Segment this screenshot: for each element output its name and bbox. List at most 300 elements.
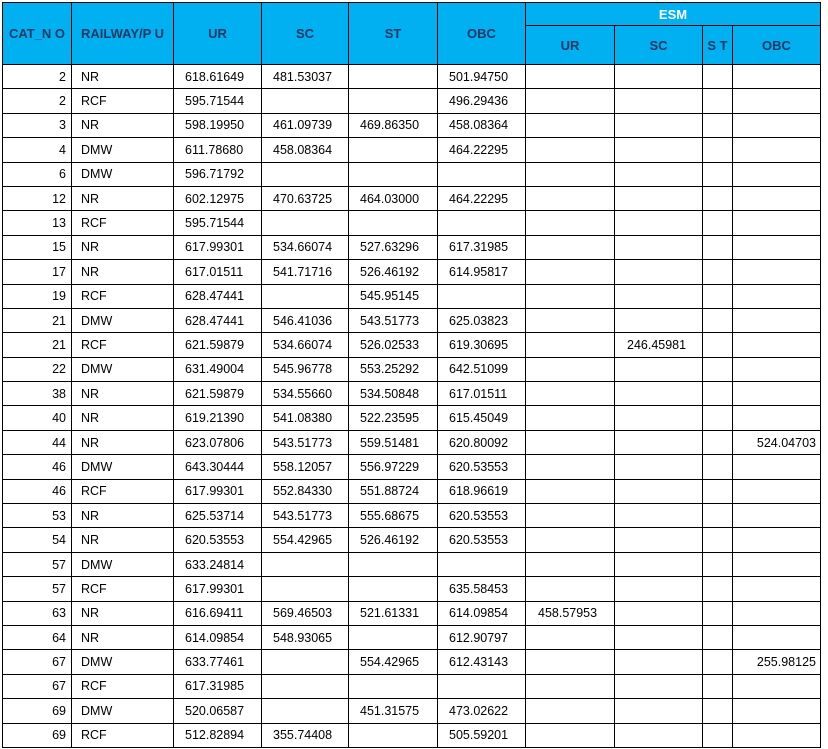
cell-esm-sc <box>615 528 703 552</box>
cell-esm-sc <box>615 235 703 259</box>
table-row <box>3 674 821 698</box>
cell-esm-obc <box>733 65 821 89</box>
cell-railway: DMW <box>72 162 174 186</box>
cell-esm-st <box>703 308 733 332</box>
cell-esm-st <box>703 211 733 235</box>
cell-obc: 617.31985 <box>438 235 526 259</box>
cell-ur: 628.47441 <box>174 308 262 332</box>
cell-obc: 617.01511 <box>438 382 526 406</box>
cell-esm-obc <box>733 357 821 381</box>
header-ur: UR <box>174 3 262 65</box>
cell-esm-st <box>703 552 733 576</box>
cell-st: 521.61331 <box>349 601 438 625</box>
cell-sc: 470.63725 <box>262 186 349 210</box>
cell-railway: NR <box>72 382 174 406</box>
cell-st: 556.97229 <box>349 455 438 479</box>
cell-ur: 631.49004 <box>174 357 262 381</box>
cell-sc: 461.09739 <box>262 113 349 137</box>
cell-ur: 614.09854 <box>174 625 262 649</box>
cell-st <box>349 552 438 576</box>
cell-cat-no: 19 <box>3 284 72 308</box>
cell-esm-ur <box>526 625 615 649</box>
cell-obc: 620.80092 <box>438 430 526 454</box>
cell-sc <box>262 211 349 235</box>
cell-ur: 617.99301 <box>174 577 262 601</box>
cell-sc: 545.96778 <box>262 357 349 381</box>
cell-obc: 620.53553 <box>438 504 526 528</box>
table-row <box>3 113 821 137</box>
cell-esm-sc <box>615 674 703 698</box>
cell-st: 451.31575 <box>349 699 438 723</box>
cell-obc: 505.59201 <box>438 723 526 747</box>
cell-cat-no: 15 <box>3 235 72 259</box>
table-row <box>3 162 821 186</box>
cell-esm-sc <box>615 308 703 332</box>
cutoff-marks-table <box>2 2 821 748</box>
table-row <box>3 138 821 162</box>
cell-railway: RCF <box>72 674 174 698</box>
cell-sc: 541.08380 <box>262 406 349 430</box>
cell-sc: 541.71716 <box>262 260 349 284</box>
cell-ur: 520.06587 <box>174 699 262 723</box>
cell-ur: 596.71792 <box>174 162 262 186</box>
cell-esm-ur <box>526 162 615 186</box>
table-row <box>3 699 821 723</box>
header-esm-st: S T <box>703 26 733 65</box>
cell-esm-ur <box>526 284 615 308</box>
cell-esm-ur <box>526 528 615 552</box>
cell-sc <box>262 650 349 674</box>
cell-esm-sc <box>615 186 703 210</box>
cell-obc: 473.02622 <box>438 699 526 723</box>
cell-esm-ur <box>526 455 615 479</box>
cell-cat-no: 63 <box>3 601 72 625</box>
table-row <box>3 504 821 528</box>
cell-esm-st <box>703 357 733 381</box>
cell-cat-no: 3 <box>3 113 72 137</box>
cell-railway: DMW <box>72 357 174 381</box>
cell-railway: DMW <box>72 552 174 576</box>
cell-esm-obc <box>733 382 821 406</box>
cell-esm-ur <box>526 357 615 381</box>
cell-st: 554.42965 <box>349 650 438 674</box>
cell-ur: 621.59879 <box>174 382 262 406</box>
cell-obc: 618.96619 <box>438 479 526 503</box>
cell-esm-obc <box>733 113 821 137</box>
cell-esm-sc <box>615 382 703 406</box>
cell-obc: 614.95817 <box>438 260 526 284</box>
cell-esm-obc: 255.98125 <box>733 650 821 674</box>
table-row <box>3 650 821 674</box>
cell-esm-obc <box>733 601 821 625</box>
cell-esm-st <box>703 284 733 308</box>
cell-esm-obc <box>733 552 821 576</box>
cell-esm-sc <box>615 430 703 454</box>
cell-ur: 621.59879 <box>174 333 262 357</box>
cell-railway: NR <box>72 113 174 137</box>
cell-esm-ur <box>526 406 615 430</box>
cell-ur: 598.19950 <box>174 113 262 137</box>
cell-esm-st <box>703 138 733 162</box>
cell-esm-ur <box>526 186 615 210</box>
cell-esm-sc <box>615 504 703 528</box>
cell-sc: 552.84330 <box>262 479 349 503</box>
cell-esm-ur <box>526 723 615 747</box>
cell-esm-sc <box>615 601 703 625</box>
cell-esm-sc <box>615 211 703 235</box>
cell-railway: RCF <box>72 577 174 601</box>
cell-obc: 615.45049 <box>438 406 526 430</box>
cell-esm-ur <box>526 650 615 674</box>
cell-esm-st <box>703 528 733 552</box>
cell-railway: DMW <box>72 138 174 162</box>
cell-st <box>349 138 438 162</box>
table-row <box>3 284 821 308</box>
cell-obc <box>438 211 526 235</box>
cell-railway: DMW <box>72 699 174 723</box>
cell-obc <box>438 162 526 186</box>
table-body <box>3 65 821 748</box>
cell-esm-st <box>703 235 733 259</box>
cell-esm-obc <box>733 479 821 503</box>
cell-esm-obc <box>733 674 821 698</box>
table-row <box>3 528 821 552</box>
cell-esm-ur <box>526 674 615 698</box>
cell-esm-obc <box>733 723 821 747</box>
cell-st: 543.51773 <box>349 308 438 332</box>
cell-esm-sc <box>615 552 703 576</box>
cell-sc: 534.55660 <box>262 382 349 406</box>
cell-railway: NR <box>72 235 174 259</box>
cell-cat-no: 13 <box>3 211 72 235</box>
cell-railway: DMW <box>72 308 174 332</box>
cell-esm-obc <box>733 138 821 162</box>
header-obc: OBC <box>438 3 526 65</box>
cell-ur: 595.71544 <box>174 211 262 235</box>
table-row <box>3 601 821 625</box>
cell-ur: 625.53714 <box>174 504 262 528</box>
cell-esm-st <box>703 455 733 479</box>
cell-esm-st <box>703 65 733 89</box>
cell-esm-sc <box>615 577 703 601</box>
cell-ur: 617.99301 <box>174 235 262 259</box>
header-esm-sc: SC <box>615 26 703 65</box>
cell-esm-st <box>703 430 733 454</box>
cell-st: 526.46192 <box>349 260 438 284</box>
cell-esm-st <box>703 650 733 674</box>
cell-esm-st <box>703 504 733 528</box>
cell-ur: 643.30444 <box>174 455 262 479</box>
cell-esm-st <box>703 699 733 723</box>
cell-cat-no: 67 <box>3 674 72 698</box>
cell-st <box>349 625 438 649</box>
header-esm-ur: UR <box>526 26 615 65</box>
cell-obc: 612.43143 <box>438 650 526 674</box>
cell-sc <box>262 89 349 113</box>
cell-esm-st <box>703 382 733 406</box>
cell-esm-st <box>703 601 733 625</box>
cell-esm-sc <box>615 406 703 430</box>
table-row <box>3 186 821 210</box>
cell-st: 464.03000 <box>349 186 438 210</box>
cell-railway: RCF <box>72 211 174 235</box>
table-row <box>3 65 821 89</box>
cell-esm-ur <box>526 113 615 137</box>
cell-esm-st <box>703 674 733 698</box>
cell-esm-st <box>703 162 733 186</box>
cell-railway: NR <box>72 430 174 454</box>
cell-esm-sc <box>615 113 703 137</box>
cell-st <box>349 674 438 698</box>
cell-sc: 554.42965 <box>262 528 349 552</box>
cell-railway: NR <box>72 65 174 89</box>
cell-railway: DMW <box>72 455 174 479</box>
cell-railway: DMW <box>72 650 174 674</box>
cell-esm-sc <box>615 138 703 162</box>
cell-esm-ur: 458.57953 <box>526 601 615 625</box>
cell-obc <box>438 552 526 576</box>
cell-ur: 633.77461 <box>174 650 262 674</box>
cell-cat-no: 21 <box>3 308 72 332</box>
cell-railway: RCF <box>72 333 174 357</box>
cell-esm-sc <box>615 89 703 113</box>
cell-esm-st <box>703 625 733 649</box>
cell-ur: 618.61649 <box>174 65 262 89</box>
table-row <box>3 382 821 406</box>
cell-st: 559.51481 <box>349 430 438 454</box>
cell-esm-ur <box>526 333 615 357</box>
cell-ur: 595.71544 <box>174 89 262 113</box>
cell-obc: 464.22295 <box>438 186 526 210</box>
cell-railway: NR <box>72 528 174 552</box>
cell-obc: 496.29436 <box>438 89 526 113</box>
cell-railway: NR <box>72 406 174 430</box>
cell-esm-st <box>703 186 733 210</box>
cell-esm-ur <box>526 577 615 601</box>
cell-railway: RCF <box>72 89 174 113</box>
header-railway-pu: RAILWAY/P U <box>72 3 174 65</box>
cell-ur: 633.24814 <box>174 552 262 576</box>
cell-sc: 534.66074 <box>262 333 349 357</box>
table-row <box>3 235 821 259</box>
cell-ur: 628.47441 <box>174 284 262 308</box>
cell-esm-sc <box>615 357 703 381</box>
cell-cat-no: 22 <box>3 357 72 381</box>
table-row <box>3 479 821 503</box>
cell-sc: 355.74408 <box>262 723 349 747</box>
cell-esm-ur <box>526 430 615 454</box>
cell-st: 551.88724 <box>349 479 438 503</box>
cell-esm-st <box>703 479 733 503</box>
cell-sc: 546.41036 <box>262 308 349 332</box>
cell-sc <box>262 577 349 601</box>
cell-st: 555.68675 <box>349 504 438 528</box>
cell-esm-obc <box>733 211 821 235</box>
cell-esm-obc <box>733 260 821 284</box>
cell-cat-no: 4 <box>3 138 72 162</box>
cell-esm-obc <box>733 186 821 210</box>
table-header <box>3 3 821 65</box>
cell-esm-sc <box>615 479 703 503</box>
cell-obc: 464.22295 <box>438 138 526 162</box>
cell-cat-no: 53 <box>3 504 72 528</box>
cell-sc <box>262 284 349 308</box>
table-row <box>3 260 821 284</box>
cell-esm-ur <box>526 89 615 113</box>
table-row <box>3 552 821 576</box>
table-row <box>3 333 821 357</box>
cell-st: 469.86350 <box>349 113 438 137</box>
cell-st <box>349 577 438 601</box>
cell-esm-ur <box>526 308 615 332</box>
table-row <box>3 455 821 479</box>
cell-sc: 569.46503 <box>262 601 349 625</box>
cell-cat-no: 6 <box>3 162 72 186</box>
cell-esm-obc <box>733 333 821 357</box>
cell-esm-sc <box>615 260 703 284</box>
cell-esm-st <box>703 577 733 601</box>
cell-railway: NR <box>72 601 174 625</box>
cell-esm-st <box>703 89 733 113</box>
cell-sc: 548.93065 <box>262 625 349 649</box>
cell-esm-ur <box>526 382 615 406</box>
cell-esm-obc <box>733 528 821 552</box>
cell-cat-no: 46 <box>3 455 72 479</box>
header-sc: SC <box>262 3 349 65</box>
cell-esm-st <box>703 333 733 357</box>
cell-obc: 614.09854 <box>438 601 526 625</box>
cell-st: 534.50848 <box>349 382 438 406</box>
cell-esm-ur <box>526 504 615 528</box>
table-row <box>3 357 821 381</box>
cell-obc <box>438 674 526 698</box>
cell-esm-ur <box>526 552 615 576</box>
table-row <box>3 89 821 113</box>
cell-esm-sc <box>615 625 703 649</box>
cell-st <box>349 723 438 747</box>
cell-sc <box>262 699 349 723</box>
cell-sc <box>262 162 349 186</box>
cell-obc <box>438 284 526 308</box>
cell-esm-ur <box>526 260 615 284</box>
cell-ur: 602.12975 <box>174 186 262 210</box>
cell-esm-obc <box>733 455 821 479</box>
table-row <box>3 211 821 235</box>
cell-st: 527.63296 <box>349 235 438 259</box>
cell-st <box>349 89 438 113</box>
table-row <box>3 406 821 430</box>
cell-st <box>349 211 438 235</box>
cell-esm-ur <box>526 211 615 235</box>
cell-obc: 642.51099 <box>438 357 526 381</box>
cell-esm-ur <box>526 235 615 259</box>
cell-esm-st <box>703 723 733 747</box>
cell-ur: 617.31985 <box>174 674 262 698</box>
table-row <box>3 723 821 747</box>
table-row <box>3 577 821 601</box>
cell-cat-no: 67 <box>3 650 72 674</box>
header-st: ST <box>349 3 438 65</box>
cell-esm-sc <box>615 455 703 479</box>
cell-railway: RCF <box>72 284 174 308</box>
cell-obc: 619.30695 <box>438 333 526 357</box>
cell-cat-no: 17 <box>3 260 72 284</box>
cell-esm-ur <box>526 699 615 723</box>
header-esm-obc: OBC <box>733 26 821 65</box>
header-cat-no: CAT_N O <box>3 3 72 65</box>
cell-ur: 512.82894 <box>174 723 262 747</box>
cell-cat-no: 38 <box>3 382 72 406</box>
table-row <box>3 430 821 454</box>
cell-ur: 616.69411 <box>174 601 262 625</box>
cell-obc: 458.08364 <box>438 113 526 137</box>
cell-obc: 620.53553 <box>438 528 526 552</box>
cell-sc <box>262 552 349 576</box>
cell-ur: 611.78680 <box>174 138 262 162</box>
cell-esm-obc <box>733 284 821 308</box>
cell-esm-ur <box>526 479 615 503</box>
cell-cat-no: 57 <box>3 577 72 601</box>
cell-st <box>349 65 438 89</box>
cell-railway: NR <box>72 186 174 210</box>
cell-sc: 543.51773 <box>262 504 349 528</box>
results-table-container <box>2 2 821 748</box>
cell-ur: 620.53553 <box>174 528 262 552</box>
cell-esm-obc: 524.04703 <box>733 430 821 454</box>
cell-railway: NR <box>72 625 174 649</box>
cell-st: 526.02533 <box>349 333 438 357</box>
header-esm: ESM <box>526 3 821 26</box>
cell-railway: NR <box>72 260 174 284</box>
cell-cat-no: 40 <box>3 406 72 430</box>
cell-st: 553.25292 <box>349 357 438 381</box>
cell-esm-ur <box>526 138 615 162</box>
cell-cat-no: 69 <box>3 723 72 747</box>
cell-obc: 612.90797 <box>438 625 526 649</box>
cell-esm-st <box>703 260 733 284</box>
cell-esm-sc <box>615 162 703 186</box>
cell-esm-obc <box>733 577 821 601</box>
cell-cat-no: 57 <box>3 552 72 576</box>
cell-st: 522.23595 <box>349 406 438 430</box>
cell-ur: 619.21390 <box>174 406 262 430</box>
cell-esm-obc <box>733 504 821 528</box>
cell-esm-sc <box>615 723 703 747</box>
cell-esm-obc <box>733 699 821 723</box>
cell-railway: NR <box>72 504 174 528</box>
cell-sc: 458.08364 <box>262 138 349 162</box>
cell-st <box>349 162 438 186</box>
cell-ur: 617.99301 <box>174 479 262 503</box>
cell-cat-no: 2 <box>3 65 72 89</box>
cell-sc: 543.51773 <box>262 430 349 454</box>
cell-esm-st <box>703 406 733 430</box>
cell-cat-no: 64 <box>3 625 72 649</box>
table-row <box>3 625 821 649</box>
cell-obc: 620.53553 <box>438 455 526 479</box>
cell-ur: 623.07806 <box>174 430 262 454</box>
cell-esm-sc <box>615 284 703 308</box>
cell-st: 545.95145 <box>349 284 438 308</box>
cell-cat-no: 46 <box>3 479 72 503</box>
cell-railway: RCF <box>72 723 174 747</box>
cell-esm-st <box>703 113 733 137</box>
cell-cat-no: 44 <box>3 430 72 454</box>
cell-esm-obc <box>733 406 821 430</box>
cell-esm-sc <box>615 650 703 674</box>
cell-esm-obc <box>733 625 821 649</box>
cell-cat-no: 12 <box>3 186 72 210</box>
